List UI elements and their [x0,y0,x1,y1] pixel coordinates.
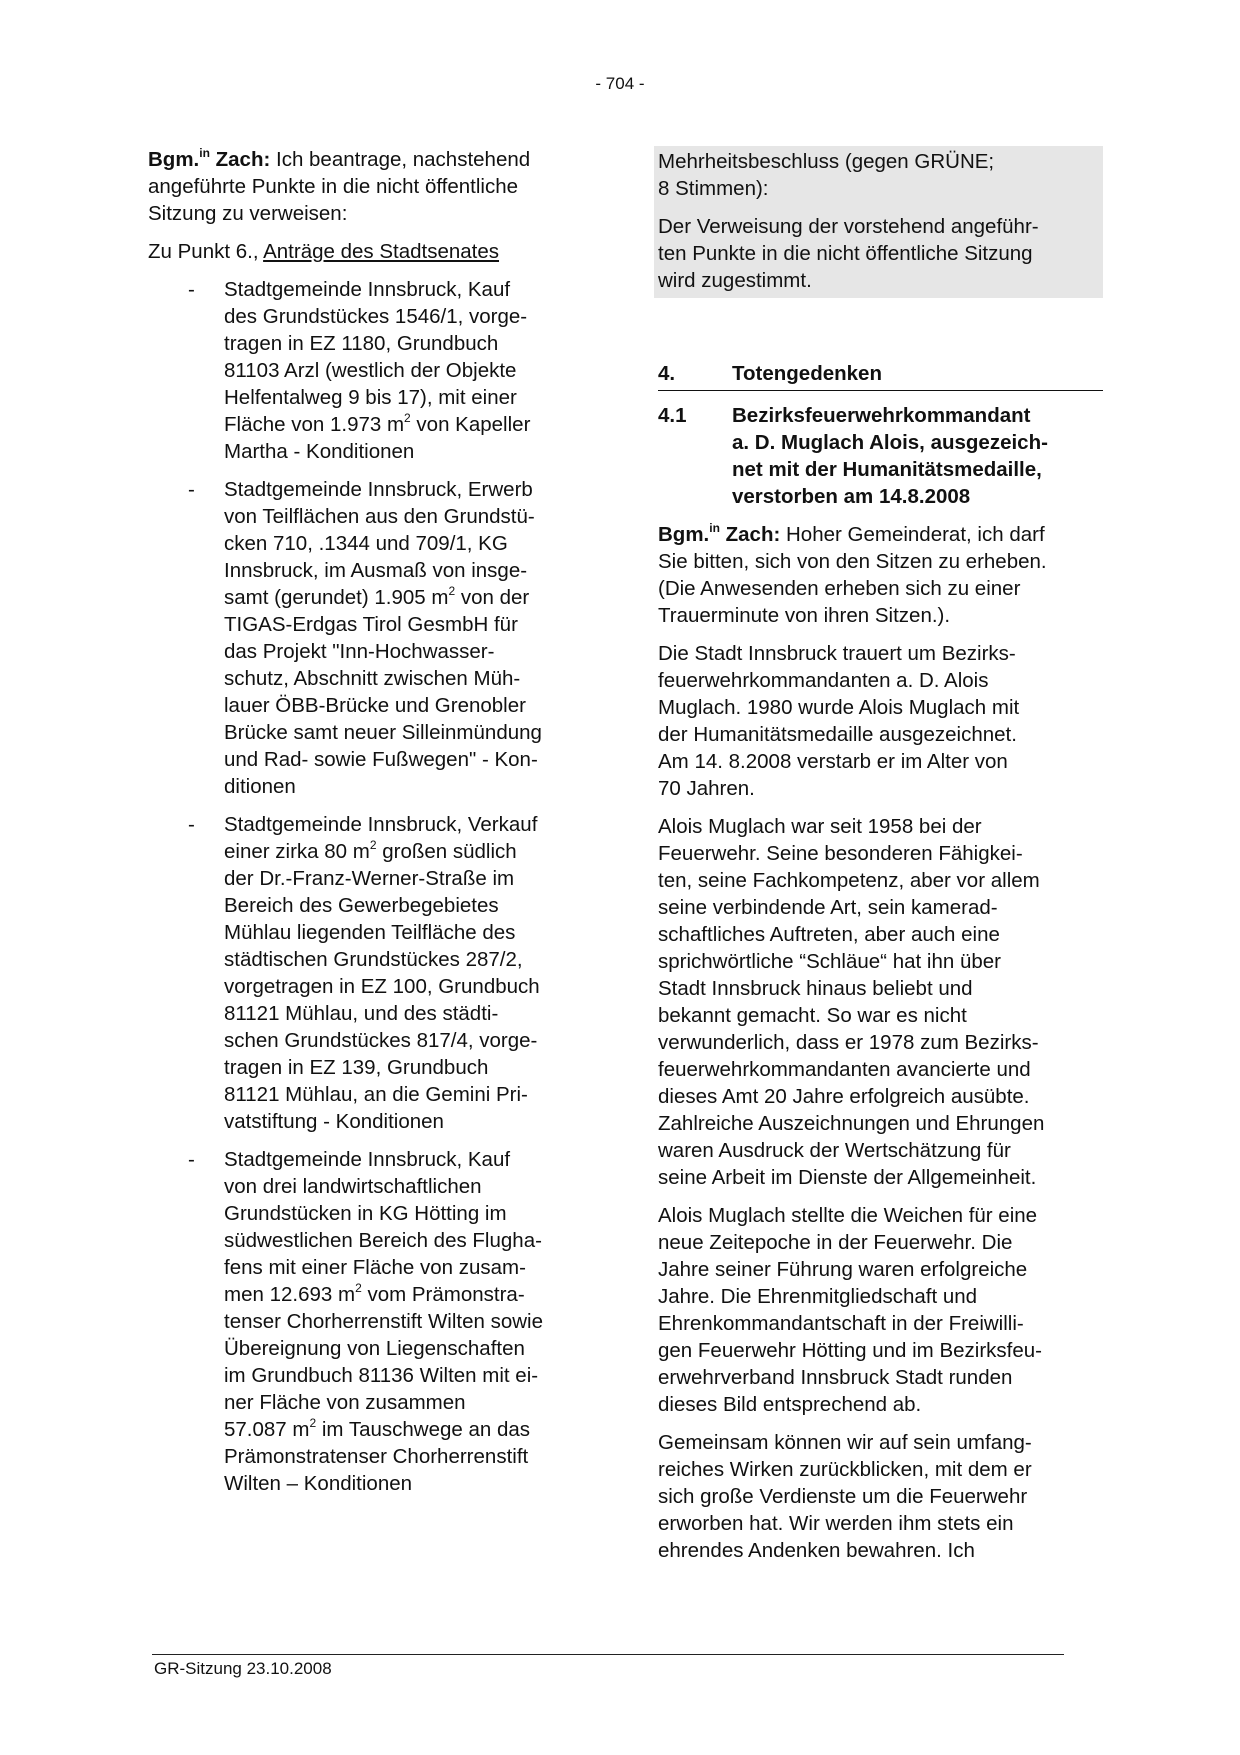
bullet-dash: - [188,478,195,501]
text-line: seine verbindende Art, sein kamerad- [658,896,998,919]
bullet-dash: - [188,813,195,836]
text-line: Die Stadt Innsbruck trauert um Bezirks- [658,642,1016,665]
list-item [148,811,608,1135]
text-line: tragen in EZ 1180, Grundbuch [224,332,499,355]
text-line: Stadtgemeinde Innsbruck, Verkauf [224,813,538,836]
text-line: fens mit einer Fläche von zusam- [224,1256,526,1279]
text-line: feuerwehrkommandanten avancierte und [658,1058,1031,1081]
subsection-number: 4.1 [658,404,687,427]
text-line: ten, seine Fachkompetenz, aber vor allem [658,869,1040,892]
text-line: ner Fläche von zusammen [224,1391,466,1414]
text-line: 8 Stimmen): [658,177,769,200]
text-line: neue Zeitepoche in der Feuerwehr. Die [658,1231,1013,1254]
text-line: Ehrenkommandantschaft in der Freiwilli- [658,1312,1024,1335]
section-number: 4. [658,362,676,385]
list-item-text [224,276,608,465]
list-item-text [224,476,608,800]
text-line: Am 14. 8.2008 verstarb er im Alter von [658,750,1008,773]
text-line: Brücke samt neuer Silleinmündung [224,721,542,744]
list-item-text [224,811,608,1135]
text-line: feuerwehrkommandanten a. D. Alois [658,669,989,692]
text-line: Jahre. Die Ehrenmitgliedschaft und [658,1285,978,1308]
text-line: Gemeinsam können wir auf sein umfang- [658,1431,1032,1454]
body-paragraph [658,1429,1103,1564]
text-line: des Grundstückes 1546/1, vorge- [224,305,528,328]
text-line: net mit der Humanitätsmedaille, [732,458,1042,481]
page-number: - 704 - [595,74,645,93]
text-line: Prämonstratenser Chorherrenstift [224,1445,529,1468]
text-line: Martha - Konditionen [224,440,415,463]
text-line: Zahlreiche Auszeichnungen und Ehrungen [658,1112,1045,1135]
item-list [148,276,608,1497]
text-line: 57.087 $m^2$ im Tauschwege an das [224,1416,531,1441]
text-line: von drei landwirtschaftlichen [224,1175,482,1198]
text-line: südwestlichen Bereich des Flugha- [224,1229,542,1252]
text-line: Innsbruck, im Ausmaß von insge- [224,559,528,582]
text-line: lauer ÖBB-Brücke und Grenobler [224,694,526,717]
text-line: dieses Bild entsprechend ab. [658,1393,922,1416]
text-line: ehrendes Andenken bewahren. Ich [658,1539,975,1562]
text-line: Trauerminute von ihren Sitzen.). [658,604,951,627]
text-line: das Projekt "Inn-Hochwasser- [224,640,495,663]
text-line: Mühlau liegenden Teilfläche des [224,921,516,944]
text-line: im Grundbuch 81136 Wilten mit ei- [224,1364,539,1387]
text-line: 81103 Arzl (westlich der Objekte [224,359,517,382]
text-line: Stadt Innsbruck hinaus beliebt und [658,977,973,1000]
text-line: ten Punkte in die nicht öffentliche Sitzung [658,242,1033,265]
text-line: einer zirka 80 $m^2$ großen südlich [224,838,517,863]
text-line: cken 710, .1344 und 709/1, KG [224,532,508,555]
text-line: 81121 Mühlau, an die Gemini Pri- [224,1083,528,1106]
text-line: a. D. Muglach Alois, ausgezeich- [732,431,1048,454]
text-line: Der Verweisung der vorstehend angeführ- [658,215,1039,238]
right-column [658,146,1103,1575]
text-line: ditionen [224,775,296,798]
text-line: von Teilflächen aus den Grundstü- [224,505,535,528]
text-line: Fläche von 1.973 $m^2$ von Kapeller [224,411,531,436]
text-line: Stadtgemeinde Innsbruck, Kauf [224,1148,511,1171]
text-line: (Die Anwesenden erheben sich zu einer [658,577,1021,600]
text-line: Übereignung von Liegenschaften [224,1337,525,1360]
text-line: tenser Chorherrenstift Wilten sowie [224,1310,544,1333]
body-paragraph [658,1202,1103,1418]
text-line: 81121 Mühlau, und des städti- [224,1002,499,1025]
list-item [148,476,608,800]
text-line: waren Ausdruck der Wertschätzung für [658,1139,1011,1162]
text-line: der Humanitätsmedaille ausgezeichnet. [658,723,1017,746]
text-line: men 12.693 $m^2$ vom Prämonstra- [224,1281,525,1306]
text-line: Alois Muglach stellte die Weichen für eine [658,1204,1038,1227]
text-line: Bezirksfeuerwehrkommandant [732,404,1031,427]
text-line: der Dr.-Franz-Werner-Straße im [224,867,515,890]
text-line: Alois Muglach war seit 1958 bei der [658,815,982,838]
section-heading [658,360,1103,391]
text-line: Mehrheitsbeschluss (gegen GRÜNE; [658,150,995,173]
text-line: vorgetragen in EZ 100, Grundbuch [224,975,540,998]
text-line: vatstiftung - Konditionen [224,1110,444,1133]
text-line: Jahre seiner Führung waren erfolgreiche [658,1258,1028,1281]
text-line: samt (gerundet) 1.905 $m^2$ von der [224,584,530,609]
text-line: sprichwörtliche “Schläue“ hat ihn über [658,950,1001,973]
text-line: Sitzung zu verweisen: [148,202,348,225]
agenda-reference [148,238,608,265]
text-line: Stadtgemeinde Innsbruck, Kauf [224,278,511,301]
text-line: sich große Verdienste um die Feuerwehr [658,1485,1028,1508]
text-line: Bgm.$^{in}$ Zach: Hoher Gemeinderat, ich darf [658,521,1045,546]
text-line: bekannt gemacht. So war es nicht [658,1004,967,1027]
agenda-title: Anträge des Stadtsenates [263,240,500,263]
bullet-dash: - [188,1148,195,1171]
agenda-prefix: Zu Punkt 6., [148,240,264,263]
text-line: schen Grundstückes 817/4, vorge- [224,1029,538,1052]
text-line: Feuerwehr. Seine besonderen Fähigkei- [658,842,1023,865]
text-line: und Rad- sowie Fußwegen" - Kon- [224,748,538,771]
text-line: städtischen Grundstückes 287/2, [224,948,523,971]
subsection-title [732,402,1048,510]
text-line: 70 Jahren. [658,777,755,800]
body-paragraph [658,521,1103,629]
list-item [148,1146,608,1497]
text-line: wird zugestimmt. [658,269,812,292]
footer-text: GR-Sitzung 23.10.2008 [154,1659,332,1678]
text-line: TIGAS-Erdgas Tirol GesmbH für [224,613,518,636]
text-line: Bgm.$^{in}$ Zach: Ich beantrage, nachstehend [148,146,531,171]
text-line: erwehrverband Innsbruck Stadt runden [658,1366,1013,1389]
text-line: verwunderlich, dass er 1978 zum Bezirks- [658,1031,1039,1054]
text-line: gen Feuerwehr Hötting und im Bezirksfeu- [658,1339,1042,1362]
text-line: seine Arbeit im Dienste der Allgemeinheit. [658,1166,1037,1189]
resolution-text [658,213,1099,294]
text-line: verstorben am 14.8.2008 [732,485,971,508]
footer-divider [152,1654,1064,1655]
list-item [148,276,608,465]
text-line: schutz, Abschnitt zwischen Müh- [224,667,521,690]
body-paragraph [658,813,1103,1191]
text-line: Muglach. 1980 wurde Alois Muglach mit [658,696,1020,719]
text-line: Stadtgemeinde Innsbruck, Erwerb [224,478,533,501]
text-line: dieses Amt 20 Jahre erfolgreich ausübte. [658,1085,1030,1108]
text-line: Wilten – Konditionen [224,1472,413,1495]
text-line: Sie bitten, sich von den Sitzen zu erheben. [658,550,1047,573]
text-line: erworben hat. Wir werden ihm stets ein [658,1512,1014,1535]
motion-paragraph [148,146,608,227]
bullet-dash: - [188,278,195,301]
text-line: Helfentalweg 9 bis 17), mit einer [224,386,517,409]
text-line: tragen in EZ 139, Grundbuch [224,1056,489,1079]
list-item-text [224,1146,608,1497]
text-line: angeführte Punkte in die nicht öffentliche [148,175,519,198]
text-line: schaftliches Auftreten, aber auch eine [658,923,1000,946]
text-line: reiches Wirken zurückblicken, mit dem er [658,1458,1032,1481]
body-paragraph [658,640,1103,802]
section-title: Totengedenken [732,362,882,385]
text-line: Grundstücken in KG Hötting im [224,1202,507,1225]
resolution-box [654,146,1103,298]
text-line: Bereich des Gewerbegebietes [224,894,499,917]
subsection-heading [658,402,1103,510]
left-column [148,146,608,1508]
resolution-type [658,148,1099,202]
